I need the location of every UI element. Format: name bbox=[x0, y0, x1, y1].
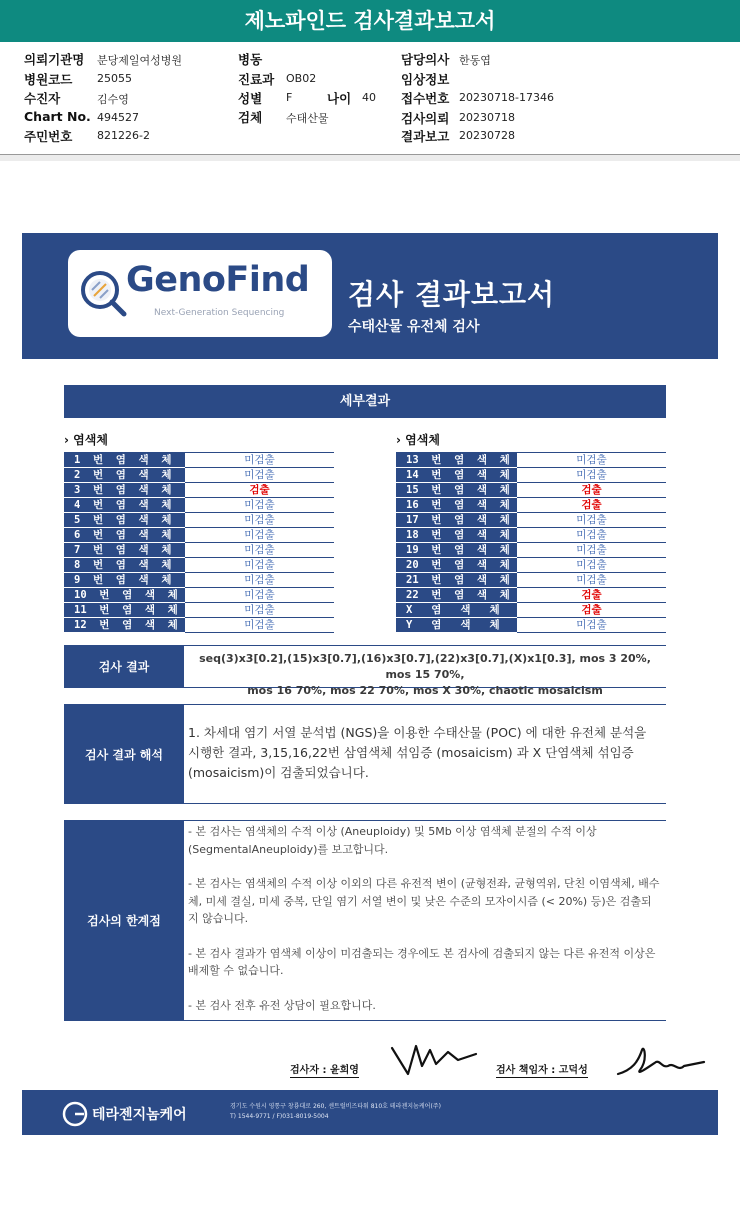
tester-signature-label: 검사자 : 윤희영 bbox=[290, 1061, 359, 1078]
label-resident-number: 주민번호 bbox=[24, 129, 73, 144]
chromosome-row bbox=[64, 573, 334, 588]
chromosome-row bbox=[64, 498, 334, 513]
patient-info-panel bbox=[0, 42, 740, 155]
not-detected-result: 미검출 bbox=[185, 588, 334, 603]
tester-handwritten-signature bbox=[388, 1040, 480, 1078]
genofind-logo-card bbox=[68, 250, 332, 337]
label-requesting-institution: 의뢰기관명 bbox=[24, 52, 85, 67]
value-result-report: 20230728 bbox=[459, 129, 515, 142]
chromosome-row bbox=[64, 513, 334, 528]
value-sex: F bbox=[286, 91, 293, 104]
label-clinical-info: 임상정보 bbox=[401, 72, 450, 87]
chromosome-row bbox=[64, 603, 334, 618]
chromosome-row bbox=[64, 558, 334, 573]
chromosome-row bbox=[64, 453, 334, 468]
value-department: OB02 bbox=[286, 72, 317, 85]
director-signature-label: 검사 책임자 : 고덕성 bbox=[496, 1061, 588, 1078]
not-detected-result: 미검출 bbox=[517, 528, 666, 543]
value-age: 40 bbox=[362, 91, 376, 104]
right-chromosome-heading bbox=[396, 431, 440, 448]
not-detected-result: 미검출 bbox=[185, 498, 334, 513]
value-chart-no: 494527 bbox=[97, 111, 139, 124]
chromosome-row bbox=[396, 513, 666, 528]
test-result-label: 검사 결과 bbox=[64, 646, 184, 687]
chromosome-name: 4 번 염 색 체 bbox=[64, 498, 185, 513]
chevron-right-icon: › bbox=[396, 433, 401, 447]
not-detected-result: 미검출 bbox=[517, 543, 666, 558]
footer-address bbox=[230, 1102, 441, 1122]
limitations-label: 검사의 한계점 bbox=[64, 821, 184, 1020]
report-header-title: 제노파인드 검사결과보고서 bbox=[0, 0, 740, 42]
limitation-item: - 본 검사는 염색체의 수적 이상 이외의 다른 유전적 변이 (균형전좌, 균형역위, 단친 이염색체, 배수체, 미세 결실, 미세 중복, 단일 염기 서열 변이 및 낮은 수준의 모자이시즘 (< 20%) 등)은 검출되지 않습니다. bbox=[188, 877, 660, 925]
chromosome-row bbox=[64, 543, 334, 558]
chromosome-name: 11 번 염 색 체 bbox=[64, 603, 185, 618]
chromosome-row bbox=[64, 588, 334, 603]
chromosome-row bbox=[396, 573, 666, 588]
report-subtitle: 수태산물 유전체 검사 bbox=[348, 319, 480, 335]
value-receipt-number: 20230718-17346 bbox=[459, 91, 554, 104]
footer-brand-name: 테라젠지놈케어 bbox=[92, 1107, 187, 1123]
interpretation-body bbox=[188, 705, 662, 803]
label-result-report: 결과보고 bbox=[401, 129, 450, 144]
limitations-section bbox=[64, 820, 666, 1021]
label-hospital-code: 병원코드 bbox=[24, 72, 73, 87]
report-footer bbox=[22, 1090, 718, 1135]
chromosome-name: 5 번 염 색 체 bbox=[64, 513, 185, 528]
value-specimen: 수태산물 bbox=[286, 112, 329, 125]
label-age: 나이 bbox=[327, 91, 352, 106]
not-detected-result: 미검출 bbox=[517, 558, 666, 573]
test-result-body bbox=[188, 646, 662, 697]
detected-result: 검출 bbox=[517, 483, 666, 498]
chromosome-name: 8 번 염 색 체 bbox=[64, 558, 185, 573]
not-detected-result: 미검출 bbox=[517, 468, 666, 483]
chromosome-row bbox=[396, 453, 666, 468]
chromosome-name: 19 번 염 색 체 bbox=[396, 543, 517, 558]
left-chromosome-table bbox=[64, 452, 334, 633]
label-chart-no: Chart No. bbox=[24, 109, 91, 124]
label-department: 진료과 bbox=[238, 72, 275, 87]
chromosome-name: 17 번 염 색 체 bbox=[396, 513, 517, 528]
chromosome-name: 2 번 염 색 체 bbox=[64, 468, 185, 483]
footer-address-line-2: T) 1544-9771 / F)031-8019-5004 bbox=[230, 1113, 329, 1120]
detected-result: 검출 bbox=[517, 498, 666, 513]
chromosome-name: 9 번 염 색 체 bbox=[64, 573, 185, 588]
chromosome-name: Y 염 색 체 bbox=[396, 618, 517, 633]
report-title: 검사 결과보고서 bbox=[348, 278, 556, 311]
chromosome-name: 13 번 염 색 체 bbox=[396, 453, 517, 468]
chevron-right-icon: › bbox=[64, 433, 69, 447]
footer-address-line-1: 경기도 수원시 영통구 창룡대로 260, 센트럴비즈타워 810호 테라젠지놈케어(주) bbox=[230, 1103, 441, 1110]
chromosome-row bbox=[396, 498, 666, 513]
interpretation-section bbox=[64, 704, 666, 804]
right-chromosome-heading-text: 염색체 bbox=[405, 433, 440, 447]
interpretation-text: 1. 차세대 염기 서열 분석법 (NGS)을 이용한 수태산물 (POC) 에 대한 유전체 분석을 시행한 결과, 3,15,16,22번 삼염색체 섞임증 (mosaicism) 과 X 단염색체 섞임증 (mosaicism)이 검출되었습니다. bbox=[188, 725, 647, 780]
left-chromosome-heading bbox=[64, 431, 108, 448]
not-detected-result: 미검출 bbox=[185, 618, 334, 633]
detail-results-heading: 세부결과 bbox=[64, 385, 666, 418]
chromosome-name: 7 번 염 색 체 bbox=[64, 543, 185, 558]
detected-result: 검출 bbox=[185, 483, 334, 498]
limitation-item: - 본 검사는 염색체의 수적 이상 (Aneuploidy) 및 5Mb 이상 염색체 분절의 수적 이상 (SegmentalAneuploidy)를 보고합니다. bbox=[188, 825, 597, 856]
genofind-logo-text: GenoFind bbox=[126, 260, 310, 300]
not-detected-result: 미검출 bbox=[185, 453, 334, 468]
director-handwritten-signature bbox=[612, 1040, 708, 1080]
label-receipt-number: 접수번호 bbox=[401, 91, 450, 106]
label-patient-name: 수진자 bbox=[24, 91, 61, 106]
chromosome-row bbox=[396, 558, 666, 573]
chromosome-name: 16 번 염 색 체 bbox=[396, 498, 517, 513]
chromosome-name: 21 번 염 색 체 bbox=[396, 573, 517, 588]
test-result-value bbox=[188, 646, 662, 699]
label-attending-physician: 담당의사 bbox=[401, 52, 450, 67]
chromosome-row bbox=[64, 468, 334, 483]
report-banner bbox=[22, 233, 718, 359]
limitation-item: - 본 검사 전후 유전 상담이 필요합니다. bbox=[188, 998, 376, 1012]
value-attending-physician: 한동엽 bbox=[459, 54, 491, 67]
test-result-line-1: seq(3)x3[0.2],(15)x3[0.7],(16)x3[0.7],(22)x3[0.7],(X)x1[0.3], mos 3 20%, mos 15 70%, bbox=[199, 652, 651, 681]
chromosome-row bbox=[396, 528, 666, 543]
not-detected-result: 미검출 bbox=[185, 543, 334, 558]
genofind-logo-subtitle: Next-Generation Sequencing bbox=[154, 308, 285, 318]
not-detected-result: 미검출 bbox=[185, 513, 334, 528]
chromosome-name: 1 번 염 색 체 bbox=[64, 453, 185, 468]
chromosome-row bbox=[64, 528, 334, 543]
label-ward: 병동 bbox=[238, 52, 263, 67]
chromosome-row bbox=[396, 588, 666, 603]
chromosome-row bbox=[396, 483, 666, 498]
not-detected-result: 미검출 bbox=[185, 603, 334, 618]
not-detected-result: 미검출 bbox=[517, 618, 666, 633]
chromosome-name: 12 번 염 색 체 bbox=[64, 618, 185, 633]
not-detected-result: 미검출 bbox=[185, 468, 334, 483]
chromosome-row bbox=[396, 618, 666, 633]
label-test-request: 검사의뢰 bbox=[401, 111, 450, 126]
chromosome-name: 6 번 염 색 체 bbox=[64, 528, 185, 543]
test-result-section bbox=[64, 645, 666, 697]
test-result-line-2: mos 16 70%, mos 22 70%, mos X 30%, chaotic mosaicism bbox=[247, 684, 603, 697]
magnifier-logo-icon bbox=[78, 268, 132, 322]
theragen-logo-icon bbox=[62, 1101, 88, 1127]
chromosome-row bbox=[396, 543, 666, 558]
chromosome-name: 3 번 염 색 체 bbox=[64, 483, 185, 498]
detected-result: 검출 bbox=[517, 588, 666, 603]
not-detected-result: 미검출 bbox=[185, 558, 334, 573]
not-detected-result: 미검출 bbox=[517, 453, 666, 468]
chromosome-row bbox=[64, 618, 334, 633]
chromosome-row bbox=[396, 603, 666, 618]
chromosome-name: 10 번 염 색 체 bbox=[64, 588, 185, 603]
left-chromosome-heading-text: 염색체 bbox=[73, 433, 108, 447]
value-hospital-code: 25055 bbox=[97, 72, 132, 85]
right-chromosome-table bbox=[396, 452, 666, 633]
limitation-item: - 본 검사 결과가 염색체 이상이 미검출되는 경우에도 본 검사에 검출되지 않는 다른 유전적 이상은 배제할 수 없습니다. bbox=[188, 946, 656, 977]
not-detected-result: 미검출 bbox=[185, 528, 334, 543]
value-requesting-institution: 분당제일여성병원 bbox=[97, 54, 183, 67]
value-patient-name: 김수영 bbox=[97, 93, 129, 106]
label-specimen: 검체 bbox=[238, 110, 263, 125]
chromosome-name: 20 번 염 색 체 bbox=[396, 558, 517, 573]
chromosome-row bbox=[64, 483, 334, 498]
limitations-body bbox=[188, 821, 662, 1020]
not-detected-result: 미검출 bbox=[185, 573, 334, 588]
chromosome-name: 14 번 염 색 체 bbox=[396, 468, 517, 483]
value-resident-number: 821226-2 bbox=[97, 129, 150, 142]
value-test-request: 20230718 bbox=[459, 111, 515, 124]
label-sex: 성별 bbox=[238, 91, 263, 106]
detected-result: 검출 bbox=[517, 603, 666, 618]
chromosome-name: 15 번 염 색 체 bbox=[396, 483, 517, 498]
chromosome-name: 22 번 염 색 체 bbox=[396, 588, 517, 603]
chromosome-name: 18 번 염 색 체 bbox=[396, 528, 517, 543]
chromosome-name: X 염 색 체 bbox=[396, 603, 517, 618]
not-detected-result: 미검출 bbox=[517, 573, 666, 588]
not-detected-result: 미검출 bbox=[517, 513, 666, 528]
interpretation-label: 검사 결과 해석 bbox=[64, 705, 184, 803]
info-divider-shadow bbox=[0, 155, 740, 161]
chromosome-row bbox=[396, 468, 666, 483]
